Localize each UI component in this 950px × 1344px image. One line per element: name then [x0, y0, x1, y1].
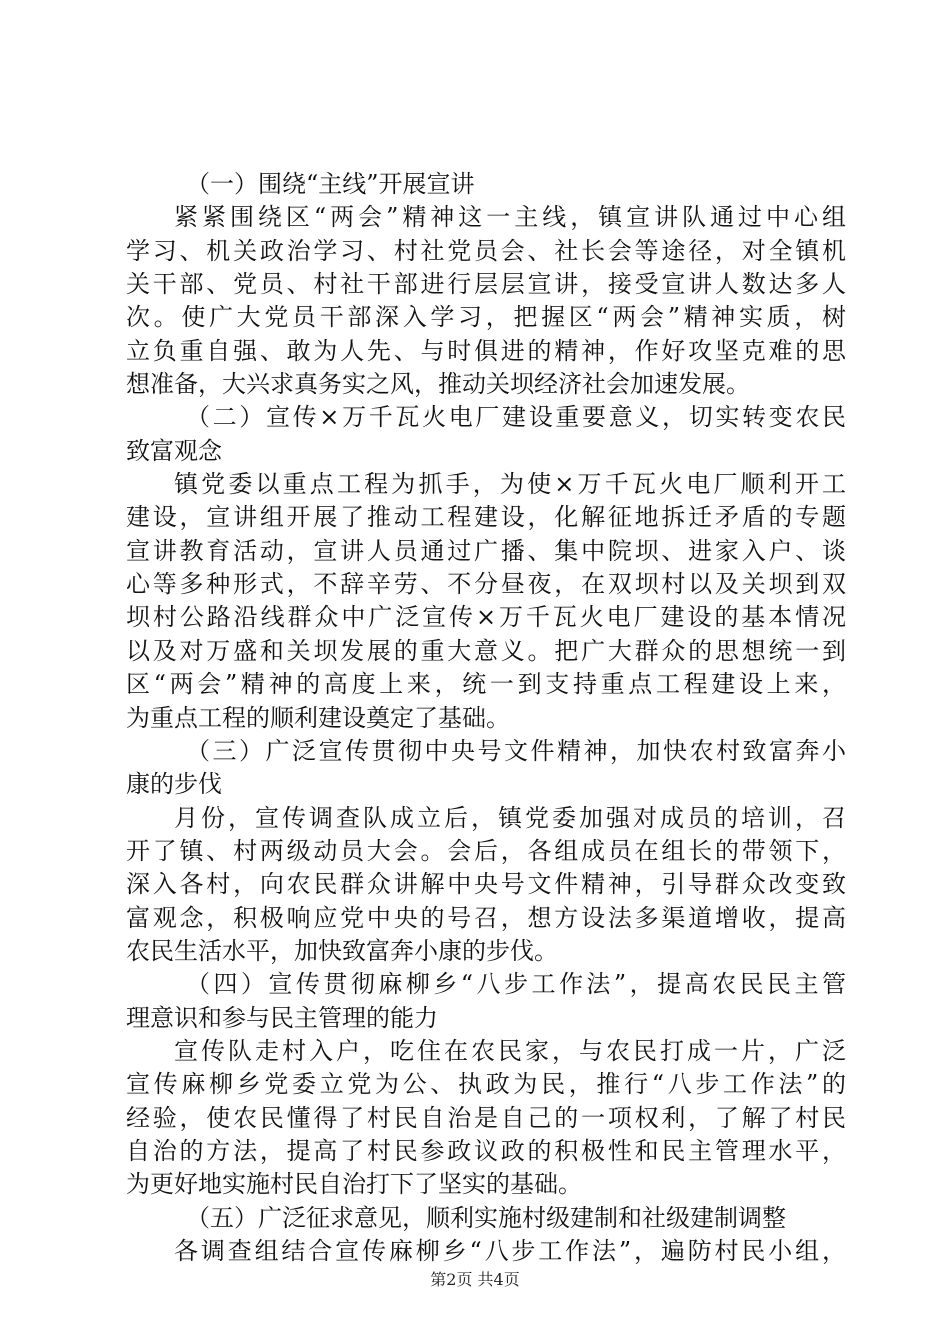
section-heading-line: （一）围绕“主线”开展宣讲 [186, 170, 475, 198]
paragraph-line: 想准备，大兴求真务实之风，推动关坝经济社会加速发展。 [126, 370, 750, 399]
paragraph-line: 区“两会”精神的高度上来，统一到支持重点工程建设上来， [126, 670, 846, 699]
paragraph-line: 次。使广大党员干部深入学习，把握区“两会”精神实质，树 [126, 303, 846, 332]
paragraph-line: 经验，使农民懂得了村民自治是自己的一项权利，了解了村民 [126, 1103, 846, 1132]
paragraph-line: 自治的方法，提高了村民参政议政的积极性和民主管理水平， [126, 1136, 846, 1165]
page-footer: 第2页 共4页 [430, 1270, 520, 1289]
paragraph-line: 学习、机关政治学习、村社党员会、社长会等途径，对全镇机 [126, 236, 846, 265]
paragraph-line: 月份，宣传调查队成立后，镇党委加强对成员的培训，召 [174, 803, 846, 832]
paragraph-line: 农民生活水平，加快致富奔小康的步伐。 [126, 936, 558, 965]
paragraph-line: 富观念，积极响应党中央的号召，想方设法多渠道增收，提高 [126, 903, 846, 932]
section-heading-line: （二）宣传×万千瓦火电厂建设重要意义，切实转变农民 [186, 403, 846, 432]
paragraph-line: 坝村公路沿线群众中广泛宣传×万千瓦火电厂建设的基本情况 [126, 603, 846, 632]
paragraph-line: 理意识和参与民主管理的能力 [126, 1003, 438, 1032]
document-body [126, 168, 846, 1268]
section-heading-line: （三）广泛宣传贯彻中央号文件精神，加快农村致富奔小 [186, 736, 846, 765]
paragraph-line: 宣传队走村入户，吃住在农民家，与农民打成一片，广泛 [174, 1036, 846, 1065]
section-heading-line: （四）宣传贯彻麻柳乡“八步工作法”，提高农民民主管 [186, 970, 846, 999]
paragraph-line: 开了镇、村两级动员大会。会后，各组成员在组长的带领下， [126, 836, 846, 865]
paragraph-line: 深入各村，向农民群众讲解中央号文件精神，引导群众改变致 [126, 870, 846, 899]
paragraph-line: 镇党委以重点工程为抓手，为使×万千瓦火电厂顺利开工 [174, 470, 846, 499]
paragraph-line: 各调查组结合宣传麻柳乡“八步工作法”，遍防村民小组， [174, 1237, 846, 1265]
section-heading-line: （五）广泛征求意见，顺利实施村级建制和社级建制调整 [186, 1203, 786, 1232]
paragraph-line: 为重点工程的顺利建设奠定了基础。 [126, 703, 510, 732]
paragraph-line: 以及对万盛和关坝发展的重大意义。把广大群众的思想统一到 [126, 636, 846, 665]
paragraph-line: 宣传麻柳乡党委立党为公、执政为民，推行“八步工作法”的 [126, 1070, 846, 1099]
paragraph-line: 紧紧围绕区“两会”精神这一主线，镇宣讲队通过中心组 [174, 203, 846, 232]
paragraph-line: 宣讲教育活动，宣讲人员通过广播、集中院坝、进家入户、谈 [126, 536, 846, 565]
paragraph-line: 心等多种形式，不辞辛劳、不分昼夜，在双坝村以及关坝到双 [126, 570, 846, 599]
paragraph-line: 致富观念 [126, 436, 222, 465]
paragraph-line: 为更好地实施村民自治打下了坚实的基础。 [126, 1170, 582, 1199]
paragraph-line: 康的步伐 [126, 770, 222, 799]
paragraph-line: 关干部、党员、村社干部进行层层宣讲，接受宣讲人数达多人 [126, 270, 846, 299]
paragraph-line: 立负重自强、敢为人先、与时俱进的精神，作好攻坚克难的思 [126, 336, 846, 365]
paragraph-line: 建设，宣讲组开展了推动工程建设，化解征地拆迁矛盾的专题 [126, 503, 846, 532]
